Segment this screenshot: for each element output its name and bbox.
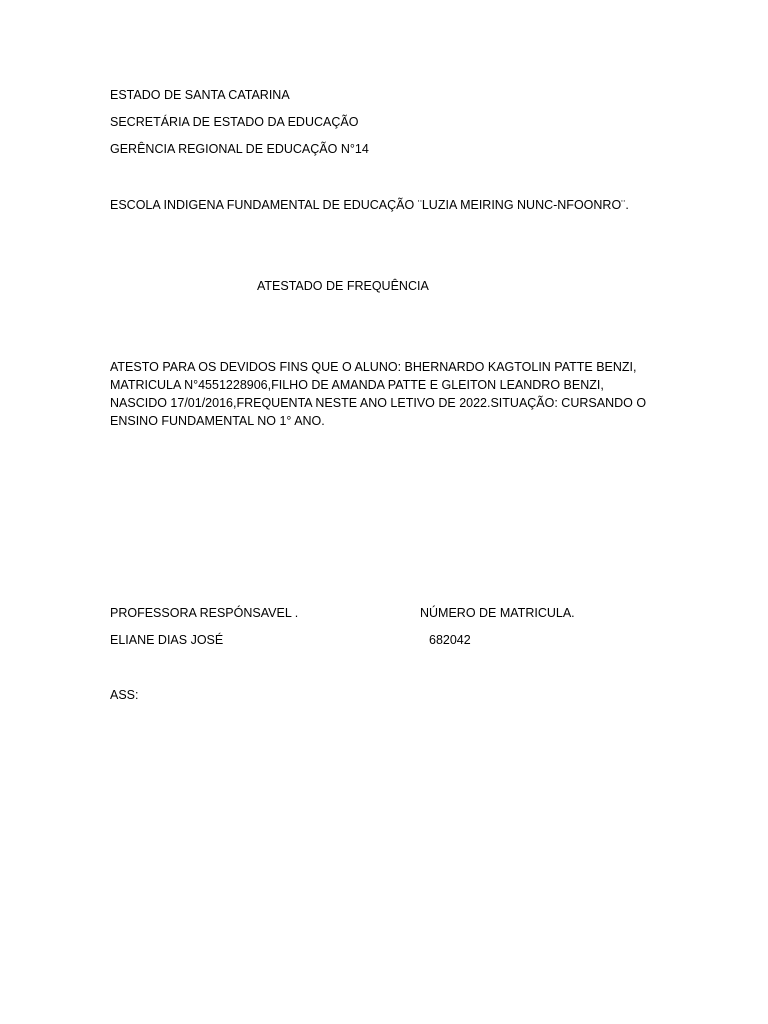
teacher-label: PROFESSORA RESPÓNSAVEL . — [110, 606, 299, 620]
teacher-name: ELIANE DIAS JOSÉ — [110, 633, 224, 647]
school-heading: ESCOLA INDIGENA FUNDAMENTAL DE EDUCAÇÃO ¨LUZIA MEIRING NUNC-NFOONRO¨. — [110, 198, 629, 212]
signature-label: ASS: — [110, 688, 139, 702]
regional-office-heading: GERÊNCIA REGIONAL DE EDUCAÇÃO N°14 — [110, 142, 369, 156]
document-title: ATESTADO DE FREQUÊNCIA — [257, 279, 429, 293]
registration-label: NÚMERO DE MATRICULA. — [420, 606, 575, 620]
registration-number: 682042 — [429, 633, 471, 647]
secretariat-heading: SECRETÁRIA DE ESTADO DA EDUCAÇÃO — [110, 115, 359, 129]
state-heading: ESTADO DE SANTA CATARINA — [110, 88, 290, 102]
attestation-body: ATESTO PARA OS DEVIDOS FINS QUE O ALUNO: BHERNARDO KAGTOLIN PATTE BENZI, MATRICULA N°4551228906,FILHO DE AMANDA PATTE E GLEITON LEANDRO BENZI, NASCIDO 17/01/2016,FREQUENTA NESTE ANO LETIVO DE 2022.SITUAÇÃO: CURSANDO O ENSINO FUNDAMENTAL NO 1° ANO. — [110, 360, 647, 428]
